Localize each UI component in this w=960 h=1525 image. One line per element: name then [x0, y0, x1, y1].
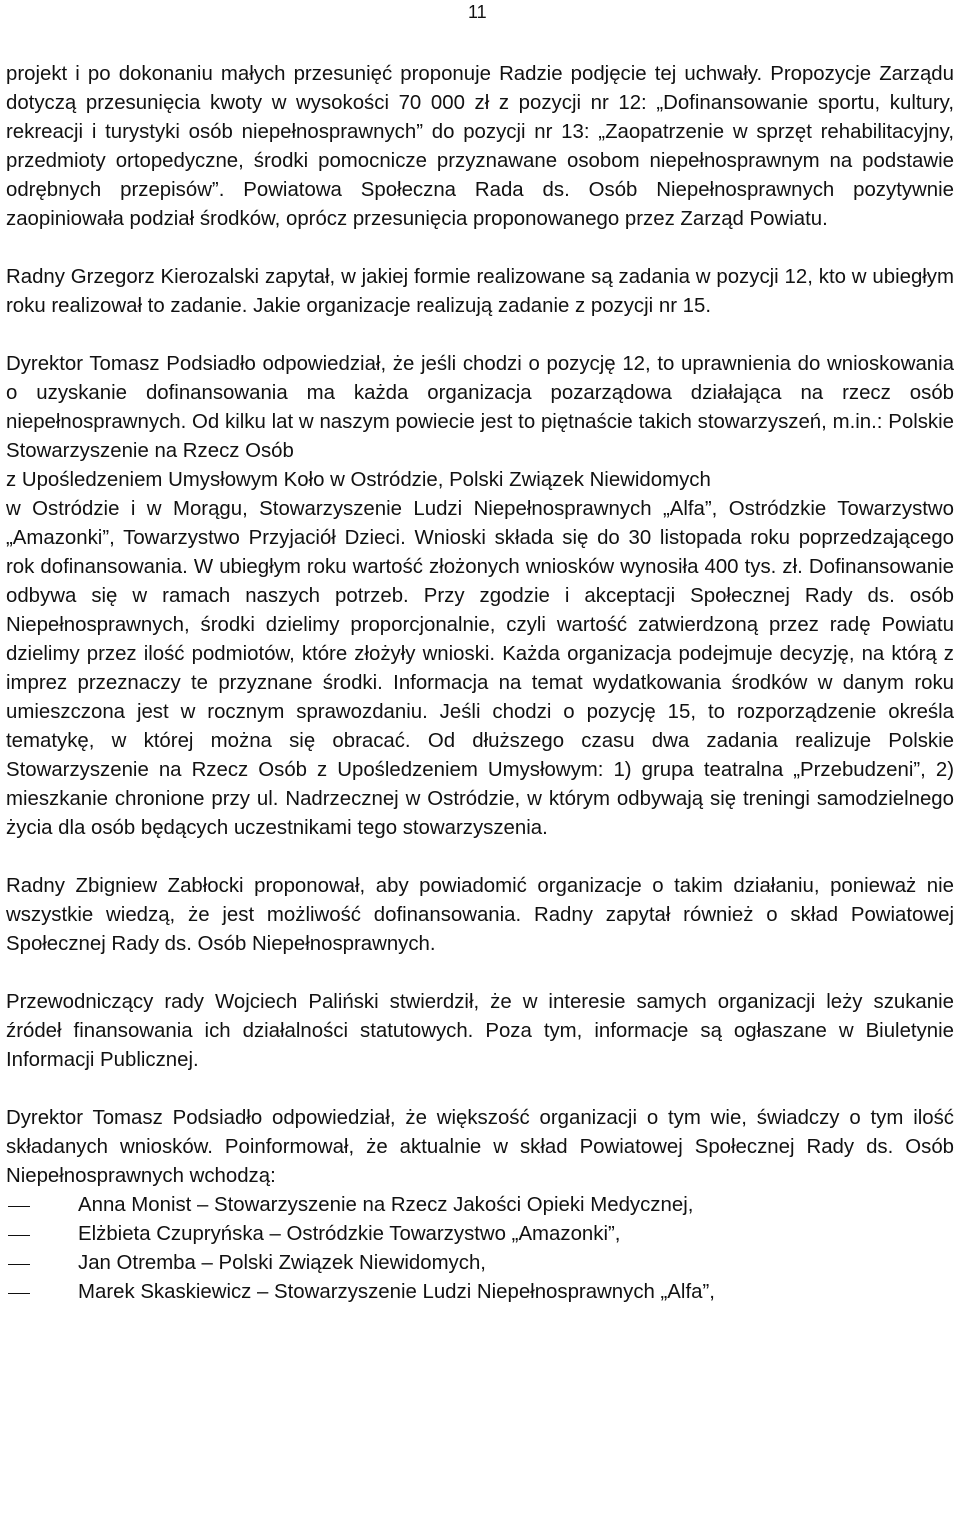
paragraph-podsiadlo-answer-part-3: w Ostródzie i w Morągu, Stowarzyszenie Ludzi Niepełnosprawnych „Alfa”, Ostródzkie Towarzystwo „Amazonki”, Towarzystwo Przyjaciół Dzieci. Wnioski składa się do 30 listopada roku poprzedzającego rok dofinansowania. W ubiegłym roku wartość złożonych wniosków wynosiła 400 tys. zł. Dofinansowanie odbywa się w ramach naszych potrzeb. Przy zgodzie i akceptacji Społecznej Rady ds. osób Niepełnosprawnych, środki dzielimy proporcjonalnie, czyli wartość zatwierdzoną przez radę Powiatu dzielimy przez ilość podmiotów, które złożyły wnioski. Każda organizacja podejmuje decyzję, na którą z imprez przeznaczy te przyznane środki. Informacja na temat wydatkowania środków w danym roku umieszczona jest w rocznym sprawozdaniu. Jeśli chodzi o pozycję 15, to rozporządzenie określa tematykę, w której można się obracać. Od dłuższego czasu dwa zadania realizuje Polskie Stowarzyszenie na Rzecz Osób z Upośledzeniem Umysłowym: 1) grupa teatralna „Przebudzeni”, 2) mieszkanie chronione przy ul. Nadrzecznej w Ostródzie, w którym odbywają się treningi samodzielnego życia dla osób będących uczestnikami tego stowarzyszenia.: [6, 498, 954, 839]
paragraph-council-composition: Dyrektor Tomasz Podsiadło odpowiedział, że większość organizacji o tym wie, świadczy o tym ilość składanych wniosków. Poinformował, że aktualnie w skład Powiatowej Społecznej Rady ds. Osób Niepełnosprawnych wchodzą:: [6, 1107, 954, 1187]
member-text: Marek Skaskiewicz – Stowarzyszenie Ludzi Niepełnosprawnych „Alfa”,: [78, 1281, 715, 1303]
paragraph-podsiadlo-answer-part-1: Dyrektor Tomasz Podsiadło odpowiedział, że jeśli chodzi o pozycję 12, to uprawnienia do wnioskowania o uzyskanie dofinansowania ma każda organizacja pozarządowa działająca na rzecz osób niepełnosprawnych. Od kilku lat w naszym powiecie jest to piętnaście takich stowarzyszeń, m.in.: Polskie Stowarzyszenie na Rzecz Osób: [6, 353, 954, 462]
paragraph-podsiadlo-answer-part-2: z Upośledzeniem Umysłowym Koło w Ostródzie, Polski Związek Niewidomych: [6, 469, 711, 491]
dash-bullet-icon: [6, 1278, 78, 1307]
paragraph-kierozalski-question: Radny Grzegorz Kierozalski zapytał, w jakiej formie realizowane są zadania w pozycji 12, kto w ubiegłym roku realizował to zadanie. Jakie organizacje realizują zadanie z pozycji nr 15.: [6, 266, 954, 317]
dash-bullet-icon: [6, 1191, 78, 1220]
dash-bullet-icon: [6, 1249, 78, 1278]
paragraph-budget-proposal: projekt i po dokonaniu małych przesunięć proponuje Radzie podjęcie tej uchwały. Propozycje Zarządu dotyczą przesunięcia kwoty w wysokości 70 000 zł z pozycji nr 12: „Dofinansowanie sportu, kultury, rekreacji i turystyki osób niepełnosprawnych” do pozycji nr 13: „Zaopatrzenie w sprzęt rehabilitacyjny, przedmioty ortopedyczne, środki pomocnicze przyznawane osobom niepełnosprawnym na podstawie odrębnych przepisów”. Powiatowa Społeczna Rada ds. Osób Niepełnosprawnych pozytywnie zaopiniowała podział środków, oprócz przesunięcia proponowanego przez Zarząd Powiatu.: [6, 63, 954, 230]
dash-bullet-icon: [6, 1220, 78, 1249]
member-text: Elżbieta Czupryńska – Ostródzkie Towarzystwo „Amazonki”,: [78, 1223, 621, 1245]
list-item: [6, 1278, 954, 1307]
list-item: [6, 1249, 954, 1278]
paragraph-palinski-statement: Przewodniczący rady Wojciech Paliński stwierdził, że w interesie samych organizacji leży szukanie źródeł finansowania ich działalności statutowych. Poza tym, informacje są ogłaszane w Biuletynie Informacji Publicznej.: [6, 991, 954, 1071]
list-item: [6, 1220, 954, 1249]
paragraph-zablocki-proposal: Radny Zbigniew Zabłocki proponował, aby powiadomić organizacje o takim działaniu, ponieważ nie wszystkie wiedzą, że jest możliwość dofinansowania. Radny zapytał również o skład Powiatowej Społecznej Rady ds. Osób Niepełnosprawnych.: [6, 875, 954, 955]
page-number: 11: [468, 2, 487, 22]
member-text: Jan Otremba – Polski Związek Niewidomych,: [78, 1252, 486, 1274]
council-members-list: [6, 1191, 954, 1307]
list-item: [6, 1191, 954, 1220]
document-body: [6, 60, 954, 1307]
paragraph-podsiadlo-answer: [6, 350, 954, 843]
member-text: Anna Monist – Stowarzyszenie na Rzecz Jakości Opieki Medycznej,: [78, 1194, 694, 1216]
